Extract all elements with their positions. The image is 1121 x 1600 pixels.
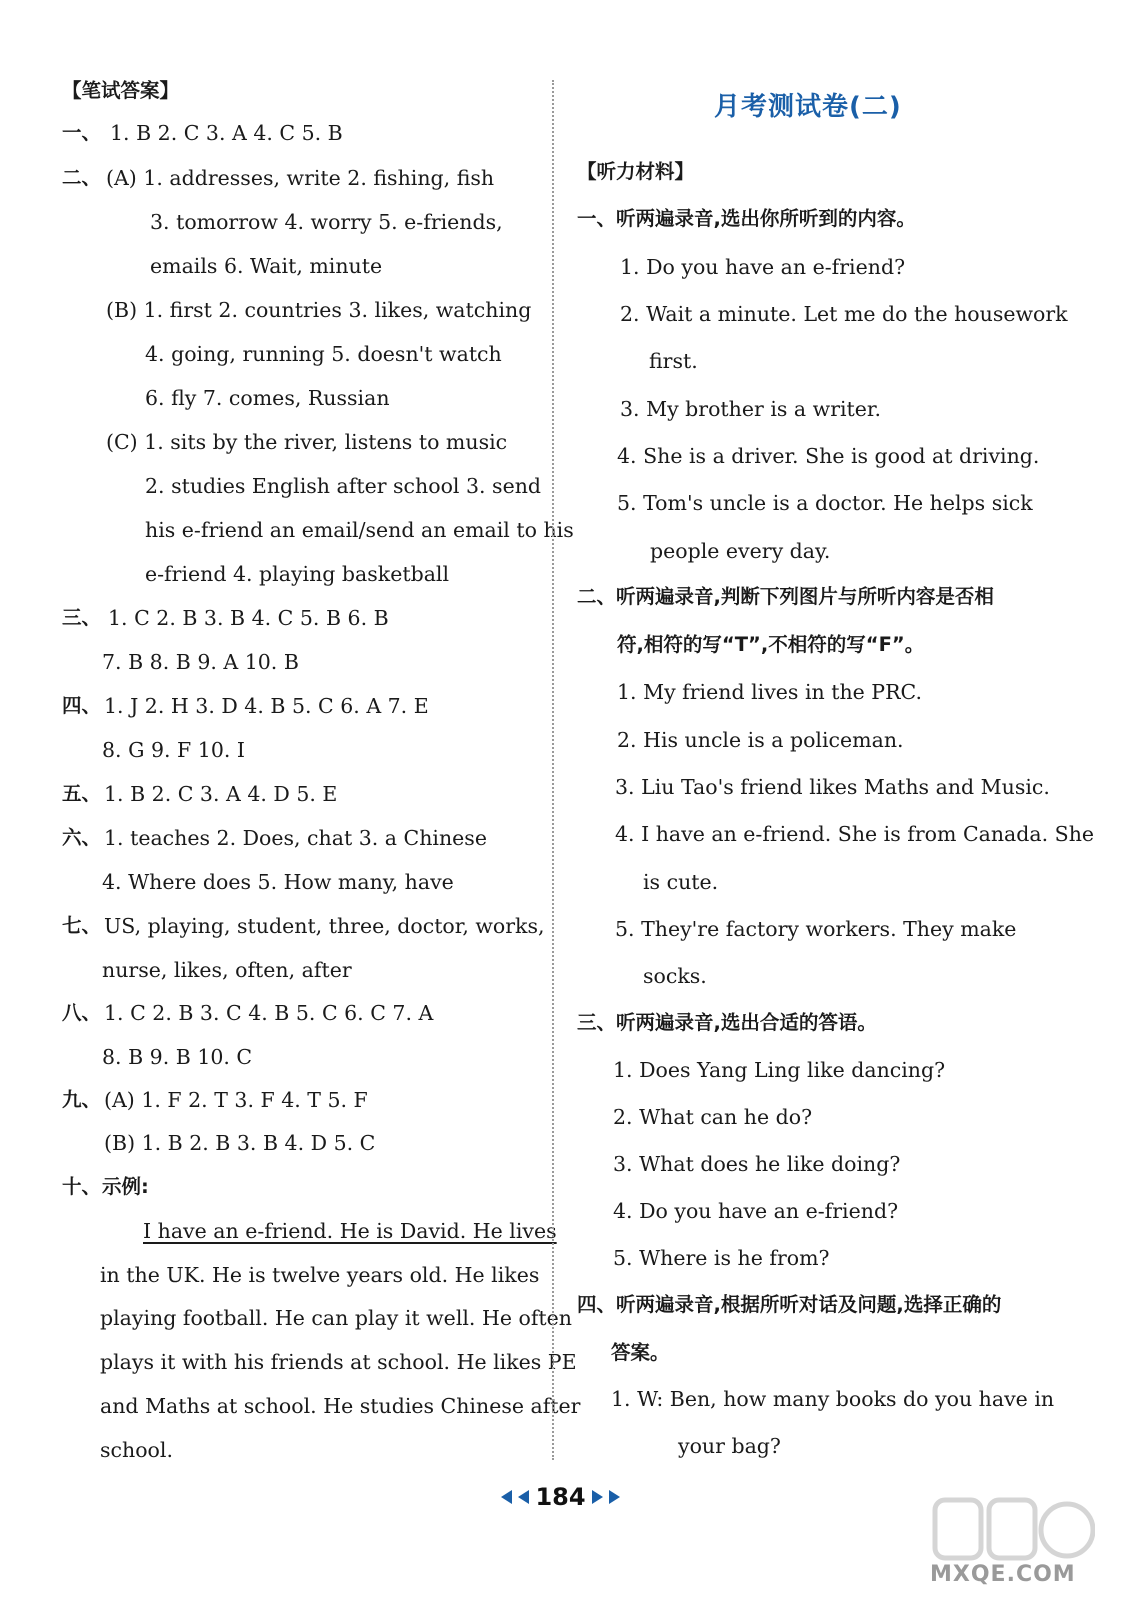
page-number	[501, 1483, 619, 1511]
listening-item: 1. W: Ben, how many books do you have in	[611, 1387, 1055, 1411]
essay-line: and Maths at school. He studies Chinese after	[100, 1394, 581, 1418]
listening-item: 1. Do you have an e-friend?	[620, 255, 906, 279]
section-number-6: 六、	[62, 826, 102, 849]
watermark-text: MXQE.COM	[930, 1562, 1076, 1587]
listening-item: first.	[649, 349, 698, 373]
essay-line: school.	[100, 1438, 173, 1462]
answer-line: 4. Where does 5. How many, have	[102, 870, 454, 894]
section-number-2: 二、	[62, 166, 102, 189]
essay-line: plays it with his friends at school. He likes PE	[100, 1350, 577, 1374]
listening-item: 1. Does Yang Ling like dancing?	[613, 1058, 946, 1082]
answer-line: (A) 1. F 2. T 3. F 4. T 5. F	[104, 1088, 368, 1112]
answer-line: (A) 1. addresses, write 2. fishing, fish	[106, 166, 495, 190]
listening-item: is cute.	[643, 870, 719, 894]
answer-line: 1. teaches 2. Does, chat 3. a Chinese	[104, 826, 487, 850]
section-heading-listening: 【听力材料】	[577, 160, 695, 183]
essay-line: in the UK. He is twelve years old. He likes	[100, 1263, 540, 1287]
page-title: 月考测试卷(二)	[714, 92, 902, 122]
question-heading: 一、听两遍录音,选出你所听到的内容。	[577, 207, 916, 230]
listening-item: 5. They're factory workers. They make	[615, 917, 1017, 941]
answer-line: 1. J 2. H 3. D 4. B 5. C 6. A 7. E	[104, 694, 429, 718]
answer-line: 7. B 8. B 9. A 10. B	[102, 650, 299, 674]
listening-item: 4. Do you have an e-friend?	[613, 1199, 899, 1223]
prev-arrow-icon	[501, 1490, 512, 1504]
section-number-8: 八、	[62, 1001, 102, 1024]
answer-line: 2. studies English after school 3. send	[145, 474, 542, 498]
answer-line: 1. B 2. C 3. A 4. C 5. B	[110, 121, 343, 145]
question-heading: 三、听两遍录音,选出合适的答语。	[577, 1011, 877, 1034]
answer-line: emails 6. Wait, minute	[150, 254, 383, 278]
section-number-10: 十、	[62, 1175, 102, 1198]
listening-item: 5. Where is he from?	[613, 1246, 830, 1270]
section-number-5: 五、	[62, 782, 102, 805]
answer-line: US, playing, student, three, doctor, works,	[104, 914, 545, 938]
listening-item: socks.	[643, 964, 707, 988]
listening-item: your bag?	[678, 1434, 781, 1458]
next-arrow-icon	[592, 1490, 603, 1504]
answer-line: 3. tomorrow 4. worry 5. e-friends,	[150, 210, 503, 234]
answer-line: 1. B 2. C 3. A 4. D 5. E	[104, 782, 338, 806]
section-number-7: 七、	[62, 914, 102, 937]
section-number-3: 三、	[62, 606, 102, 629]
answer-line: 1. C 2. B 3. C 4. B 5. C 6. C 7. A	[104, 1001, 434, 1025]
section-number-9: 九、	[62, 1088, 102, 1111]
listening-item: 1. My friend lives in the PRC.	[617, 680, 923, 704]
listening-item: 5. Tom's uncle is a doctor. He helps sick	[617, 491, 1033, 515]
example-label: 示例:	[102, 1175, 149, 1198]
answer-line: 1. C 2. B 3. B 4. C 5. B 6. B	[108, 606, 389, 630]
question-heading: 二、听两遍录音,判断下列图片与所听内容是否相	[577, 585, 994, 608]
answer-line: (C) 1. sits by the river, listens to music	[106, 430, 508, 454]
answer-line: his e-friend an email/send an email to his	[145, 518, 574, 542]
question-heading: 符,相符的写“T”,不相符的写“F”。	[617, 633, 925, 656]
listening-item: 2. His uncle is a policeman.	[617, 728, 904, 752]
prev-arrow-icon	[518, 1490, 529, 1504]
section-number-1: 一、	[62, 121, 102, 144]
listening-item: people every day.	[650, 539, 831, 563]
essay-line: playing football. He can play it well. He often	[100, 1306, 572, 1330]
answer-line: (B) 1. B 2. B 3. B 4. D 5. C	[104, 1131, 376, 1155]
listening-item: 4. I have an e-friend. She is from Canada. She	[615, 822, 1095, 846]
answer-line: 4. going, running 5. doesn't watch	[145, 342, 502, 366]
listening-item: 4. She is a driver. She is good at driving.	[617, 444, 1040, 468]
answer-line: 8. B 9. B 10. C	[102, 1045, 253, 1069]
essay-line: I have an e-friend. He is David. He lives	[143, 1219, 557, 1243]
section-number-4: 四、	[62, 694, 102, 717]
answer-line: nurse, likes, often, after	[102, 958, 352, 982]
page-number-text: 184	[535, 1483, 586, 1511]
answer-line: (B) 1. first 2. countries 3. likes, watching	[106, 298, 532, 322]
answer-line: 8. G 9. F 10. I	[102, 738, 245, 762]
listening-item: 3. My brother is a writer.	[620, 397, 881, 421]
listening-item: 3. What does he like doing?	[613, 1152, 901, 1176]
question-heading: 四、听两遍录音,根据所听对话及问题,选择正确的	[577, 1293, 1002, 1316]
section-heading-written-answers: 【笔试答案】	[62, 79, 180, 102]
listening-item: 3. Liu Tao's friend likes Maths and Music.	[615, 775, 1050, 799]
question-heading: 答案。	[611, 1341, 670, 1364]
next-arrow-icon	[609, 1490, 620, 1504]
listening-item: 2. Wait a minute. Let me do the housework	[620, 302, 1068, 326]
listening-item: 2. What can he do?	[613, 1105, 813, 1129]
column-divider	[552, 80, 554, 1460]
answer-line: 6. fly 7. comes, Russian	[145, 386, 390, 410]
answer-line: e-friend 4. playing basketball	[145, 562, 450, 586]
